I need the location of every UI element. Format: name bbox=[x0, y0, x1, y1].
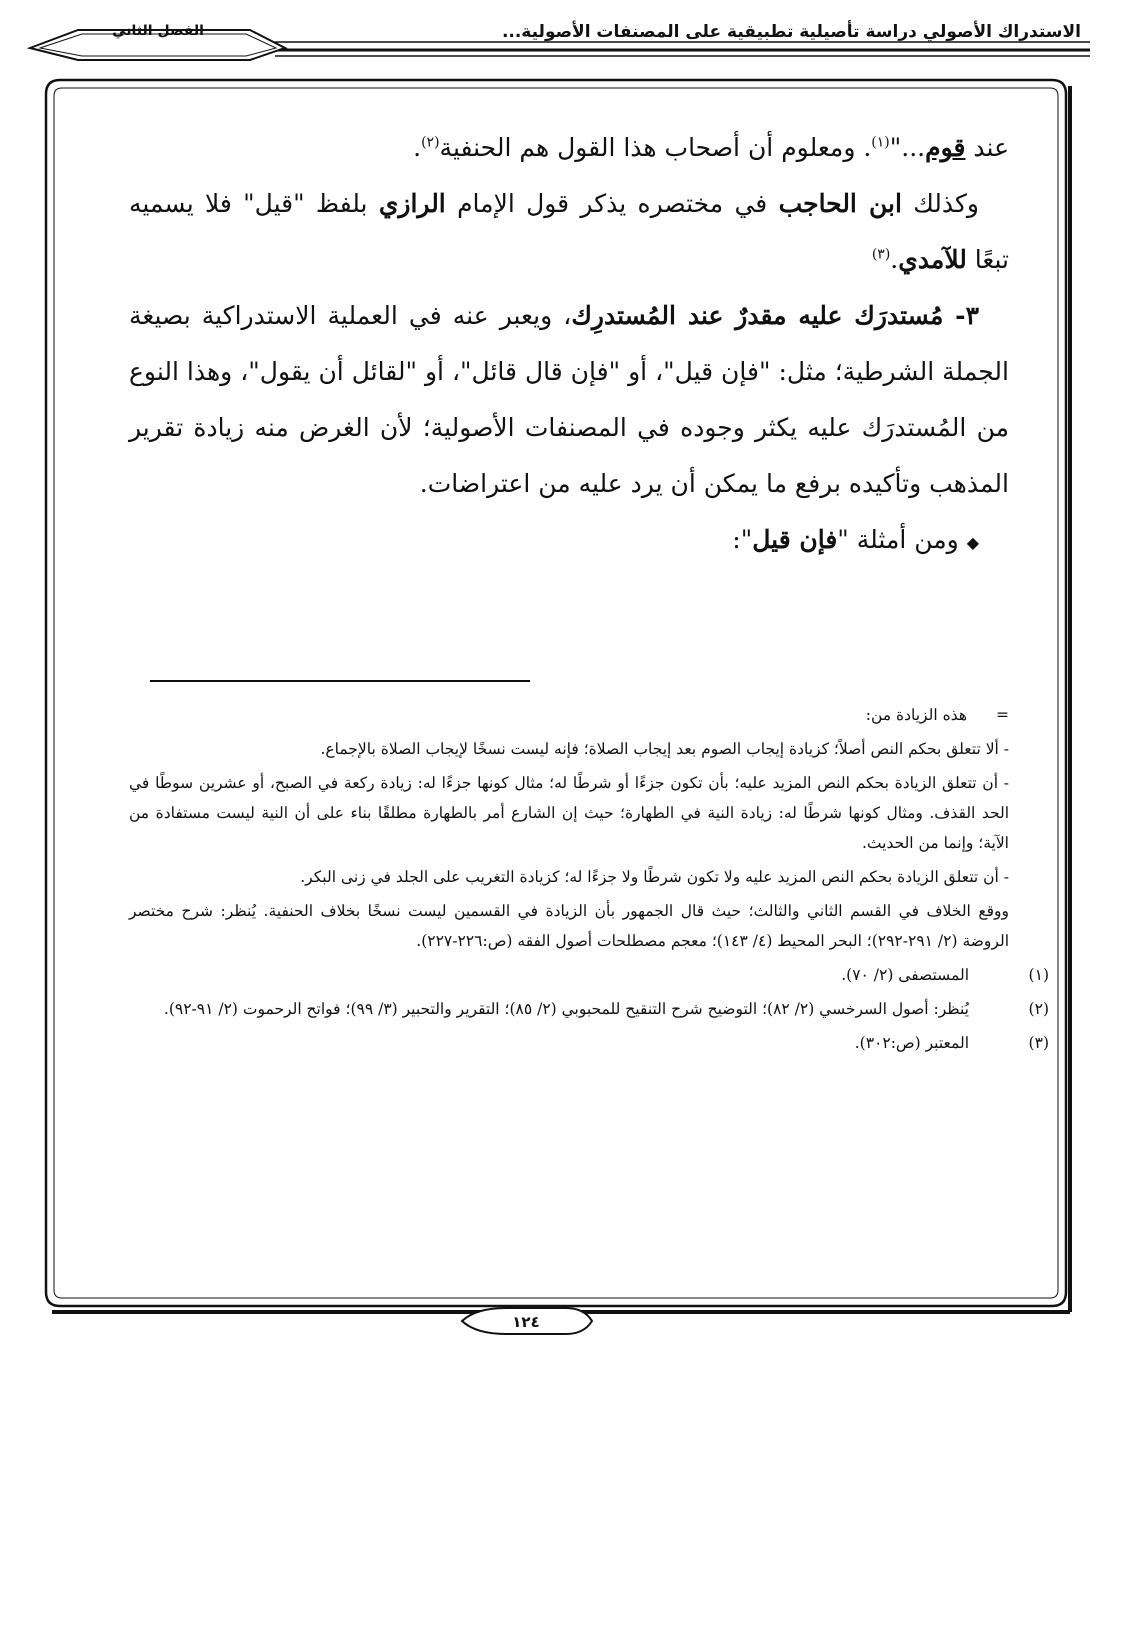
paragraph-1: عند قوم..."$^{(١)}$. ومعلوم أن أصحاب هذا القول هم الحنفية$^{(٢)}$. bbox=[413, 133, 1009, 162]
footnote-item-2: - أن تتعلق الزيادة بحكم النص المزيد عليه؛ بأن تكون جزءًا أو شرطًا له؛ مثال كونها جزءًا له: زيادة ركعة في الصبح، أو عشرين سوطًا في الحد القذف. ومثال كونها شرطًا له: زيادة النية في الطهارة؛ حيث إن الشارع أمر بالطهارة مطلقًا بناء على أن النية ليست مستفادة من الآية؛ وإنما من الحديث. bbox=[129, 774, 1009, 852]
footnote-continuation: =هذه الزيادة من: bbox=[129, 700, 1009, 730]
main-text bbox=[129, 120, 1009, 571]
footnote-2: (٢)يُنظر: أصول السرخسي (٢/ ٨٢)؛ التوضيح شرح التنقيح للمحبوبي (٢/ ٨٥)؛ التقرير والتحبير (٣/ ٩٩)؛ فواتح الرحموت (٢/ ٩١-٩٢). bbox=[129, 994, 1009, 1024]
paragraph-3: ٣- مُستدرَك عليه مقدرٌ عند المُستدرِك، ويعبر عنه في العملية الاستدراكية بصيغة الجملة الشرطية؛ مثل: "فإن قيل"، أو "فإن قال قائل"، أو "لقائل أن يقول"، وهذا النوع من المُستدرَك عليه يكثر وجوده في المصنفات الأصولية؛ لأن الغرض منه زيادة تقرير المذهب وتأكيده برفع ما يمكن أن يرد عليه من اعتراضات. bbox=[129, 301, 1009, 498]
footnote-3-number: (٣) bbox=[1028, 1034, 1049, 1052]
footnote-item-4: ووقع الخلاف في القسم الثاني والثالث؛ حيث قال الجمهور بأن الزيادة في القسمين ليست نسخًا بخلاف الحنفية. يُنظر: شرح مختصر الروضة (٢/ ٢٩١-٢٩٢)؛ البحر المحيط (٤/ ١٤٣)؛ معجم مصطلحات أصول الفقه (ص:٢٢٦-٢٢٧). bbox=[129, 902, 1009, 950]
chapter-label: الفصل الثاني bbox=[112, 23, 204, 39]
paragraph-4: ◆ ومن أمثلة "فإن قيل": bbox=[732, 525, 979, 554]
footnote-2-number: (٢) bbox=[1028, 1000, 1049, 1018]
continuation-mark: = bbox=[996, 706, 1009, 724]
footnote-1-number: (١) bbox=[1028, 966, 1049, 984]
paragraph-2: وكذلك ابن الحاجب في مختصره يذكر قول الإمام الرازي بلفظ "قيل" فلا يسميه تبعًا للآمدي.$^{(٣)}$ bbox=[129, 189, 1009, 274]
footnote-ref-1[interactable]: (١) bbox=[871, 134, 890, 151]
page-number: ١٢٤ bbox=[512, 1313, 540, 1331]
book-title: الاستدراك الأصولي دراسة تأصيلية تطبيقية على المصنفات الأصولية... bbox=[501, 22, 1081, 42]
diamond-bullet-icon: ◆ bbox=[966, 533, 979, 552]
section-heading: ٣- مُستدرَك عليه مقدرٌ عند المُستدرِك bbox=[571, 301, 979, 330]
footnote-separator bbox=[150, 680, 530, 682]
underlined-word: قوم bbox=[925, 133, 966, 162]
footnote-ref-3[interactable]: (٣) bbox=[871, 246, 891, 263]
footnote-item-3: - أن تتعلق الزيادة بحكم النص المزيد عليه ولا تكون شرطًا ولا جزءًا له؛ كزيادة التغريب على الجلد في زنى البكر. bbox=[300, 868, 1009, 886]
footnote-3: (٣)المعتبر (ص:٣٠٢). bbox=[129, 1028, 1009, 1058]
footnote-ref-2[interactable]: (٢) bbox=[421, 134, 440, 151]
footnote-1: (١)المستصفى (٢/ ٧٠). bbox=[129, 960, 1009, 990]
footnotes bbox=[129, 700, 1049, 1062]
page-header bbox=[0, 0, 1121, 70]
footnote-item-1: - ألا تتعلق بحكم النص أصلاً؛ كزيادة إيجاب الصوم بعد إيجاب الصلاة؛ فإنه ليست نسخًا لإيجاب الصلاة بالإجماع. bbox=[320, 740, 1009, 758]
